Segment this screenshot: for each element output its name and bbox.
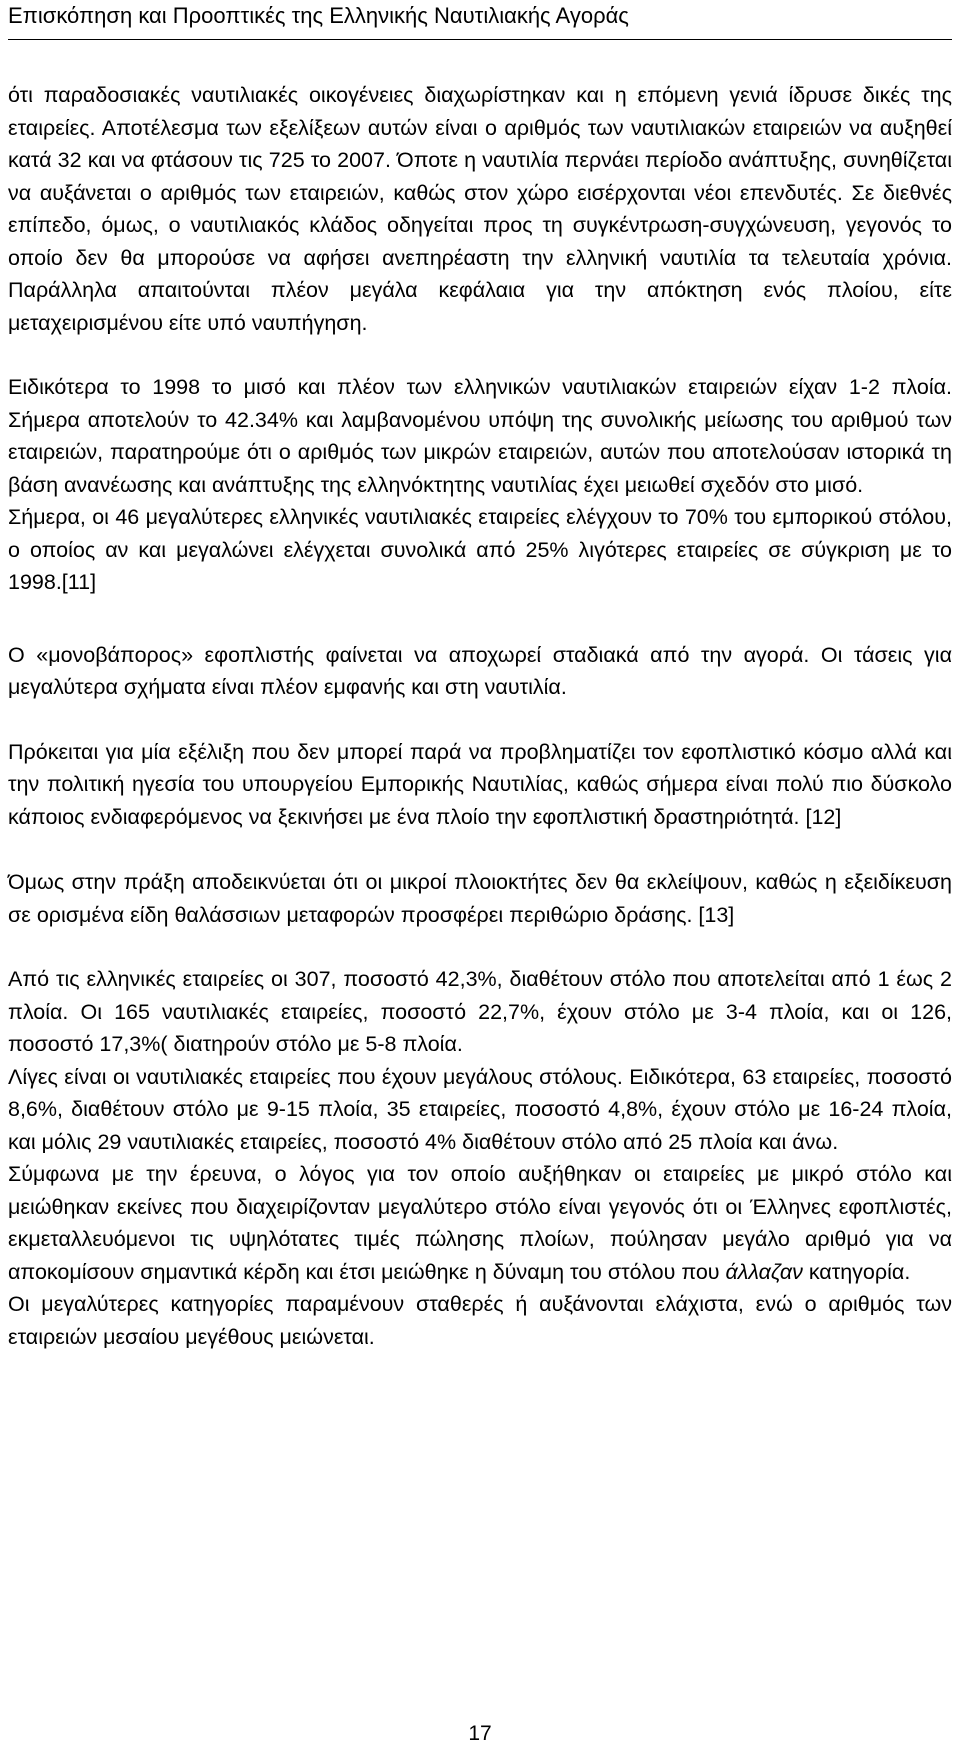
paragraph-small-companies-1998: Ειδικότερα το 1998 το μισό και πλέον των ελληνικών ναυτιλιακών εταιρειών είχαν 1-2 πλοία. Σήμερα αποτελούν το 42.34% και λαμβανομένου υπόψη της συνολικής μείωσης του αριθμού των εταιρειών, παρατηρούμε ότι ο αριθμός των μικρών εταιρειών, αυτών που αποτελούσαν ιστορικά τη βάση ανανέωσης και ανάπτυξης της ελληνόκτητης ναυτιλίας έχει μειωθεί σχεδόν στο μισό. [8,375,952,497]
paragraph-fleet-size-statistics: Από τις ελληνικές εταιρείες οι 307, ποσοστό 42,3%, διαθέτουν στόλο που αποτελείται από 1 έως 2 πλοία. Οι 165 ναυτιλιακές εταιρείες, ποσοστό 22,7%, έχουν στόλο με 3-4 πλοία, και οι 126, ποσοστό 17,3%( διατηρούν στόλο με 5-8 πλοία. [8,967,952,1056]
paragraph-largest-companies: Σήμερα, οι 46 μεγαλύτερες ελληνικές ναυτιλιακές εταιρείες ελέγχουν το 70% του εμπορικού στόλου, ο οποίος αν και μεγαλώνει ελέγχεται συνολικά από 25% λιγότερες εταιρείες σε σύγκριση με το 1998.[11] [8,505,952,594]
page-body [8,79,952,1353]
survey-reason-text-end: κατηγορία. [802,1259,911,1284]
paragraph-development-concern: Πρόκειται για μία εξέλιξη που δεν μπορεί παρά να προβληματίζει τον εφοπλιστικό κόσμο αλλά και την πολιτική ηγεσία του υπουργείου Εμπορικής Ναυτιλίας, καθώς σήμερα είναι πολύ πιο δύσκολο κάποιος ενδιαφερόμενος να ξεκινήσει με ένα πλοίο την εφοπλιστική δραστηριότητά. [12] [8,739,952,829]
paragraph-survey-reason [8,1158,952,1288]
header-rule [8,39,952,40]
paragraph-categories-trend: Οι μεγαλύτερες κατηγορίες παραμένουν σταθερές ή αυξάνονται ελάχιστα, ενώ ο αριθμός των εταιρειών μεσαίου μεγέθους μειώνεται. [8,1292,952,1349]
page-number: 17 [468,1722,492,1745]
paragraph-family-companies: ότι παραδοσιακές ναυτιλιακές οικογένειες διαχωρίστηκαν και η επόμενη γενιά ίδρυσε δικές της εταιρείες. Αποτέλεσμα των εξελίξεων αυτών είναι ο αριθμός των ναυτιλιακών εταιρειών να αυξηθεί κατά 32 και να φτάσουν τις 725 το 2007. Όποτε η ναυτιλία περνάει περίοδο ανάπτυξης, συνηθίζεται να αυξάνεται ο αριθμός των εταιρειών, καθώς στον χώρο εισέρχονται νέοι επενδυτές. Σε διεθνές επίπεδο, όμως, ο ναυτιλιακός κλάδος οδηγείται προς τη συγκέντρωση-συγχώνευση, γεγονός το οποίο δεν θα μπορούσε να αφήσει ανεπηρέαστη την ελληνική ναυτιλία τα τελευταία χρόνια. Παράλληλα απαιτούνται πλέον μεγάλα κεφάλαια για την απόκτηση ενός πλοίου, είτε μεταχειρισμένου είτε υπό ναυπήγηση. [8,83,952,335]
survey-reason-text: Σύμφωνα με την έρευνα, ο λόγος για τον οποίο αυξήθηκαν οι εταιρείες με μικρό στόλο και μειώθηκαν εκείνες που διαχειρίζονταν μεγαλύτερο στόλο είναι γεγονός ότι οι Έλληνες εφοπλιστές, εκμεταλλευόμενοι τις υψηλότατες τιμές πώλησης πλοίων, πούλησαν μεγάλο αριθμό για να αποκομίσουν σημαντικά κέρδη και έτσι μειώθηκε η δύναμη του στόλου που [8,1162,952,1284]
paragraph-large-fleets: Λίγες είναι οι ναυτιλιακές εταιρείες που έχουν μεγάλους στόλους. Ειδικότερα, 63 εταιρείες, ποσοστό 8,6%, διαθέτουν στόλο με 9-15 πλοία, 35 εταιρείες, ποσοστό 4,8%, έχουν στόλο με 16-24 πλοία, και μόλις 29 ναυτιλιακές εταιρείες, ποσοστό 4% διαθέτουν στόλο από 25 πλοία και άνω. [8,1064,952,1154]
paragraph-single-ship-owner: Ο «μονοβάπορος» εφοπλιστής φαίνεται να αποχωρεί σταδιακά από την αγορά. Οι τάσεις για μεγαλύτερα σχήματα είναι πλέον εμφανής και στη ναυτιλία. [8,642,952,699]
paragraph-small-owners-survive: Όμως στην πράξη αποδεικνύεται ότι οι μικροί πλοιοκτήτες δεν θα εκλείψουν, καθώς η εξειδίκευση σε ορισμένα είδη θαλάσσιων μεταφορών προσφέρει περιθώριο δράσης. [13] [8,870,952,927]
running-header: Επισκόπηση και Προοπτικές της Ελληνικής Ναυτιλιακής Αγοράς [8,3,629,28]
emphasized-word: άλλαζαν [725,1259,803,1284]
